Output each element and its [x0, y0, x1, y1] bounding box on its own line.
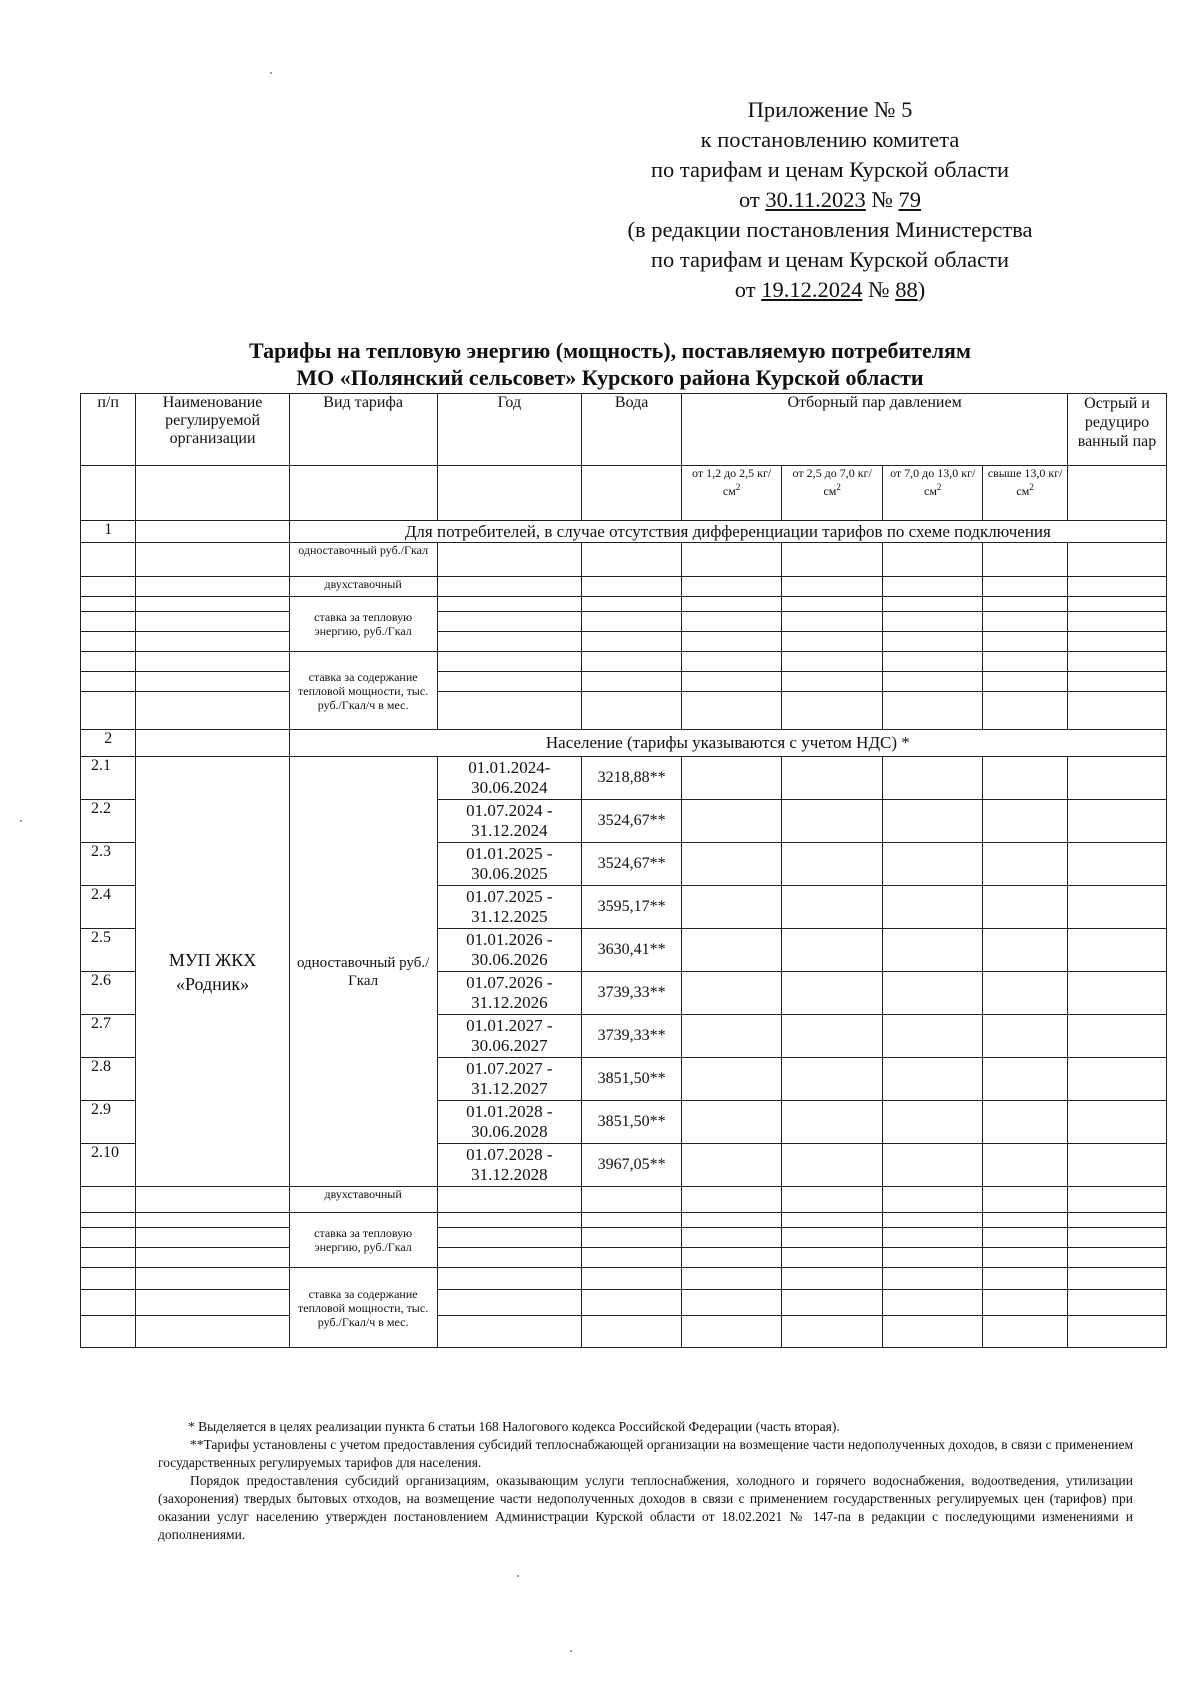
section-2-label: Население (тарифы указываются с учетом НДС) *: [289, 730, 1166, 757]
col-header-sharp-steam: Острый и редуциро ванный пар: [1068, 394, 1167, 466]
tariff-type-power-rate: ставка за содержание тепловой мощности, тыс. руб./Гкал/ч в мес.: [289, 652, 437, 730]
tariff-type-energy-rate-2: ставка за тепловую энергию, руб./Гкал: [289, 1213, 437, 1268]
table-row: 2.4 01.07.2025 - 31.12.2025 3595,17**: [81, 886, 1167, 929]
section-1-num: 1: [81, 521, 136, 543]
header-line-7: от 19.12.2024 № 88): [734, 277, 926, 302]
section-2-num: 2: [81, 730, 136, 757]
col-header-pressure-3: от 7,0 до 13,0 $кг/см^2$: [883, 466, 983, 521]
table-row: 2.7 01.01.2027 - 30.06.2027 3739,33**: [81, 1015, 1167, 1058]
scan-speck: [20, 820, 22, 822]
header-line-3: по тарифам и ценам Курской области: [650, 157, 1010, 182]
amendment-date: 19.12.2024: [761, 277, 863, 302]
col-header-org: Наименование регулируемой организации: [136, 394, 289, 466]
header-line-6: по тарифам и ценам Курской области: [650, 247, 1010, 272]
table-row: 2.1 МУП ЖКХ «Родник» одноставочный руб./Гкал 01.01.2024-30.06.2024 3218,88**: [81, 757, 1167, 800]
section-2-row: [81, 730, 1167, 757]
scan-speck: [570, 1650, 572, 1652]
col-header-steam: Отборный пар давлением: [682, 394, 1068, 466]
header-line-5: (в редакции постановления Министерства: [627, 217, 1033, 242]
footnote-2: **Тарифы установлены с учетом предоставления субсидий теплоснабжающей организации на возмещение части недополученных доходов, в связи с применением государственных регулируемых тарифов для населения.: [158, 1437, 1133, 1470]
tariff-type-energy-rate: ставка за тепловую энергию, руб./Гкал: [289, 597, 437, 652]
header-row-1: [81, 394, 1167, 466]
col-header-num: п/п: [81, 394, 136, 466]
resolution-date: 30.11.2023: [765, 187, 866, 212]
header-line-2: к постановлению комитета: [700, 127, 960, 152]
resolution-number: 79: [898, 187, 922, 212]
tariff-type-power-rate-2: ставка за содержание тепловой мощности, тыс. руб./Гкал/ч в мес.: [289, 1268, 437, 1348]
footnote-1: * Выделяется в целях реализации пункта 6 статьи 168 Налогового кодекса Российской Федерации (часть вторая).: [188, 1419, 840, 1434]
header-row-2: [81, 466, 1167, 521]
table-row: 2.9 01.01.2028 - 30.06.2028 3851,50**: [81, 1101, 1167, 1144]
tariff-table: [80, 393, 1167, 1348]
amendment-number: 88: [895, 277, 918, 302]
org-name-cell: МУП ЖКХ «Родник»: [136, 757, 289, 1187]
header-line-4: от 30.11.2023 № 79: [738, 187, 922, 212]
table-row: 2.5 01.01.2026 - 30.06.2026 3630,41**: [81, 929, 1167, 972]
footnotes: [158, 1418, 1133, 1544]
table-row: 2.10 01.07.2028 - 31.12.2028 3967,05**: [81, 1144, 1167, 1187]
tariff-type-cell: одноставочный руб./Гкал: [289, 757, 437, 1187]
col-header-year: Год: [437, 394, 582, 466]
table-row: 2.2 01.07.2024 - 31.12.2024 3524,67**: [81, 800, 1167, 843]
title-line-1: Тарифы на тепловую энергию (мощность), поставляемую потребителям: [249, 338, 971, 363]
appendix-header: [550, 95, 1110, 305]
section-1-row: [81, 521, 1167, 543]
col-header-pressure-4: свыше 13,0 $кг/см^2$: [983, 466, 1068, 521]
col-header-pressure-2: от 2,5 до 7,0 $кг/см^2$: [782, 466, 883, 521]
tariff-type-single: одноставочный руб./Гкал: [289, 543, 437, 577]
section-1-label: Для потребителей, в случае отсутствия дифференциации тарифов по схеме подключения: [289, 521, 1166, 543]
table-row: 2.8 01.07.2027 - 31.12.2027 3851,50**: [81, 1058, 1167, 1101]
scan-speck: [517, 1575, 519, 1577]
tariff-type-double-2: двухставочный: [289, 1187, 437, 1213]
col-header-type: Вид тарифа: [289, 394, 437, 466]
scan-speck: [270, 72, 272, 74]
document-title: [80, 337, 1140, 391]
table-row: 2.3 01.01.2025 - 30.06.2025 3524,67**: [81, 843, 1167, 886]
tariff-type-double: двухставочный: [289, 577, 437, 597]
col-header-pressure-1: от 1,2 до 2,5 $кг/см^2$: [682, 466, 782, 521]
col-header-water: Вода: [582, 394, 682, 466]
table-row: 2.6 01.07.2026 - 31.12.2026 3739,33**: [81, 972, 1167, 1015]
title-line-2: МО «Полянский сельсовет» Курского района Курской области: [296, 365, 924, 390]
header-line-1: Приложение № 5: [747, 97, 913, 122]
footnote-3: Порядок предоставления субсидий организациям, оказывающим услуги теплоснабжения, холодного и горячего водоснабжения, водоотведения, утилизации (захоронения) твердых бытовых отходов, на возмещение части недополученных доходов в связи с применением государственных регулируемых цен (тарифов) при оказании услуг населению утвержден постановлением Администрации Курской области от 18.02.2021 № 147-па в редакции с последующими изменениями и дополнениями.: [158, 1473, 1133, 1542]
